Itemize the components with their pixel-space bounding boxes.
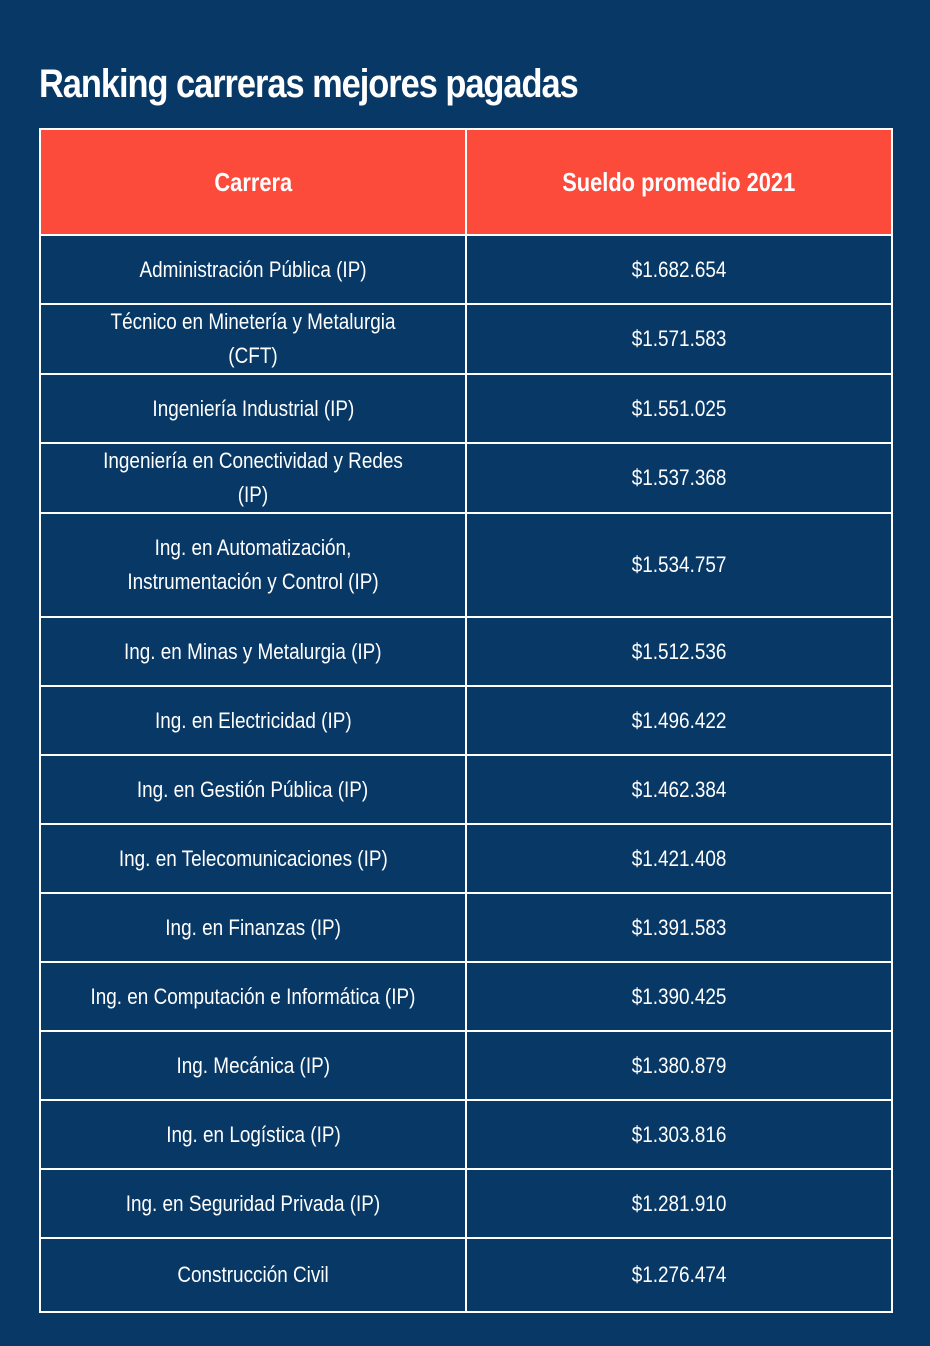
cell-carrera	[40, 962, 466, 1031]
carrera-text: Administración Pública (IP)	[139, 256, 367, 282]
table-row	[40, 1169, 892, 1238]
sueldo-text: $1.537.368	[631, 465, 727, 490]
cell-sueldo	[466, 962, 892, 1031]
cell-sueldo	[466, 1169, 892, 1238]
cell-sueldo	[466, 513, 892, 617]
table-row	[40, 304, 892, 374]
page-title: Ranking carreras mejores pagadas	[39, 62, 578, 106]
cell-sueldo	[466, 755, 892, 824]
cell-sueldo	[466, 443, 892, 513]
sueldo-text: $1.496.422	[631, 707, 727, 733]
sueldo-text: $1.571.583	[631, 326, 727, 351]
column-header-sueldo-label: Sueldo promedio 2021	[562, 166, 796, 197]
table-header-row	[40, 129, 892, 235]
table-row	[40, 893, 892, 962]
table-row	[40, 686, 892, 755]
table-row	[40, 617, 892, 686]
table-row	[40, 1238, 892, 1312]
cell-carrera	[40, 374, 466, 443]
cell-sueldo	[466, 824, 892, 893]
cell-carrera	[40, 1169, 466, 1238]
cell-carrera	[40, 1100, 466, 1169]
cell-sueldo	[466, 304, 892, 374]
cell-carrera	[40, 513, 466, 617]
cell-sueldo	[466, 686, 892, 755]
cell-carrera	[40, 617, 466, 686]
cell-sueldo	[466, 1238, 892, 1312]
table-row	[40, 513, 892, 617]
cell-carrera	[40, 1031, 466, 1100]
carrera-text: Ing. en Minas y Metalurgia (IP)	[124, 638, 382, 664]
cell-sueldo	[466, 1031, 892, 1100]
sueldo-text: $1.551.025	[631, 395, 727, 421]
cell-carrera	[40, 686, 466, 755]
cell-sueldo	[466, 893, 892, 962]
sueldo-text: $1.462.384	[631, 776, 727, 802]
table-body	[40, 235, 892, 1312]
sueldo-text: $1.303.816	[631, 1121, 727, 1147]
table-row	[40, 755, 892, 824]
table-row	[40, 824, 892, 893]
carrera-text: Ing. en Computación e Informática (IP)	[90, 983, 416, 1009]
cell-carrera	[40, 755, 466, 824]
cell-carrera	[40, 893, 466, 962]
table-row	[40, 443, 892, 513]
carrera-text: Construcción Civil	[177, 1262, 329, 1287]
carrera-text: Ing. Mecánica (IP)	[176, 1052, 330, 1078]
table-row	[40, 1031, 892, 1100]
cell-carrera	[40, 304, 466, 374]
sueldo-text: $1.276.474	[631, 1262, 727, 1287]
carrera-text: Ingeniería en Conectividad y Redes (IP)	[103, 448, 403, 507]
carrera-text: Técnico en Minetería y Metalurgia (CFT)	[110, 309, 396, 368]
carrera-text: Ing. en Automatización, Instrumentación y Control (IP)	[127, 535, 379, 594]
ranking-table	[39, 128, 893, 1313]
sueldo-text: $1.512.536	[631, 638, 727, 664]
sueldo-text: $1.421.408	[631, 845, 727, 871]
sueldo-text: $1.281.910	[631, 1190, 727, 1216]
sueldo-text: $1.534.757	[631, 552, 727, 577]
cell-carrera	[40, 443, 466, 513]
table-row	[40, 1100, 892, 1169]
cell-carrera	[40, 235, 466, 304]
carrera-text: Ingeniería Industrial (IP)	[152, 395, 354, 421]
cell-sueldo	[466, 235, 892, 304]
sueldo-text: $1.390.425	[631, 983, 727, 1009]
column-header-carrera-label: Carrera	[214, 166, 292, 197]
carrera-text: Ing. en Gestión Pública (IP)	[137, 776, 369, 802]
carrera-text: Ing. en Telecomunicaciones (IP)	[118, 845, 388, 871]
sueldo-text: $1.682.654	[631, 256, 727, 282]
carrera-text: Ing. en Electricidad (IP)	[154, 707, 352, 733]
cell-sueldo	[466, 617, 892, 686]
cell-sueldo	[466, 1100, 892, 1169]
sueldo-text: $1.391.583	[631, 914, 727, 940]
cell-sueldo	[466, 374, 892, 443]
cell-carrera	[40, 1238, 466, 1312]
carrera-text: Ing. en Logística (IP)	[165, 1121, 341, 1147]
column-header-carrera	[40, 129, 466, 235]
table-row	[40, 374, 892, 443]
cell-carrera	[40, 824, 466, 893]
carrera-text: Ing. en Seguridad Privada (IP)	[125, 1190, 381, 1216]
table-row	[40, 235, 892, 304]
sueldo-text: $1.380.879	[631, 1052, 727, 1078]
carrera-text: Ing. en Finanzas (IP)	[165, 914, 341, 940]
table-row	[40, 962, 892, 1031]
column-header-sueldo	[466, 129, 892, 235]
